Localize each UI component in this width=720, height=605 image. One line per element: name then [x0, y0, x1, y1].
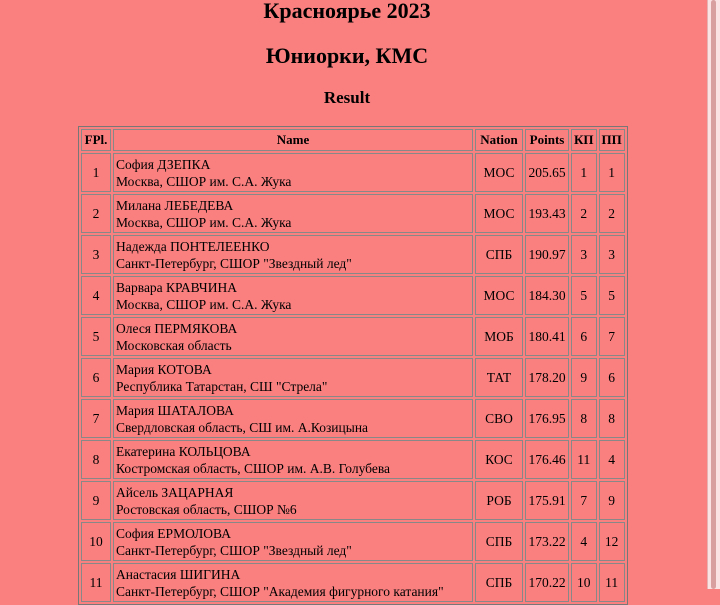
free-program-place-cell: 3 — [599, 235, 625, 274]
skater-name: Варвара КРАВЧИНА — [116, 279, 237, 295]
points-cell: 178.20 — [525, 358, 569, 397]
points-cell: 180.41 — [525, 317, 569, 356]
skater-club: Свердловская область, СШ им. А.Козицына — [116, 419, 369, 435]
short-program-place-cell: 1 — [571, 153, 597, 192]
free-program-place-cell: 11 — [599, 563, 625, 602]
points-cell: 176.95 — [525, 399, 569, 438]
name-cell — [113, 440, 473, 479]
skater-name: Анастасия ШИГИНА — [116, 566, 241, 582]
nation-cell: МОС — [475, 153, 523, 192]
category-title: Юниорки, КМС — [265, 43, 429, 68]
free-program-place-cell: 7 — [599, 317, 625, 356]
skater-club: Санкт-Петербург, СШОР "Звездный лед" — [116, 255, 352, 271]
free-program-place-cell: 5 — [599, 276, 625, 315]
skater-name: Мария ШАТАЛОВА — [116, 402, 234, 418]
table-row — [81, 481, 625, 520]
table-row — [81, 235, 625, 274]
name-cell — [113, 399, 473, 438]
place-cell: 7 — [81, 399, 111, 438]
place-cell: 2 — [81, 194, 111, 233]
skater-name: Надежда ПОНТЕЛЕЕНКО — [116, 238, 270, 254]
short-program-place-cell: 11 — [571, 440, 597, 479]
column-header-fpl: FPl. — [81, 129, 111, 151]
place-cell: 1 — [81, 153, 111, 192]
skater-club: Костромская область, СШОР им. А.В. Голубева — [116, 460, 391, 476]
place-cell: 9 — [81, 481, 111, 520]
place-cell: 4 — [81, 276, 111, 315]
skater-club: Москва, СШОР им. С.А. Жука — [116, 214, 292, 230]
place-cell: 11 — [81, 563, 111, 602]
name-cell — [113, 317, 473, 356]
nation-cell: МОБ — [475, 317, 523, 356]
free-program-place-cell: 9 — [599, 481, 625, 520]
points-cell: 190.97 — [525, 235, 569, 274]
nation-cell: СПБ — [475, 563, 523, 602]
table-row — [81, 399, 625, 438]
skater-name: Мария КОТОВА — [116, 361, 212, 377]
header-row — [81, 129, 625, 151]
table-row — [81, 563, 625, 602]
table-row — [81, 522, 625, 561]
free-program-place-cell: 6 — [599, 358, 625, 397]
section-title: Result — [323, 88, 371, 107]
name-cell — [113, 194, 473, 233]
free-program-place-cell: 1 — [599, 153, 625, 192]
column-header-kp: КП — [571, 129, 597, 151]
table-row — [81, 358, 625, 397]
skater-name: Олеся ПЕРМЯКОВА — [116, 320, 238, 336]
points-cell: 175.91 — [525, 481, 569, 520]
name-cell — [113, 481, 473, 520]
name-cell — [113, 276, 473, 315]
skater-name: Айсель ЗАЦАРНАЯ — [116, 484, 234, 500]
event-title: Красноярье 2023 — [263, 0, 431, 23]
skater-name: Екатерина КОЛЬЦОВА — [116, 443, 251, 459]
column-header-points: Points — [525, 129, 569, 151]
name-cell — [113, 563, 473, 602]
points-cell: 205.65 — [525, 153, 569, 192]
name-cell — [113, 235, 473, 274]
skater-club: Республика Татарстан, СШ "Стрела" — [116, 378, 328, 394]
place-cell: 8 — [81, 440, 111, 479]
short-program-place-cell: 4 — [571, 522, 597, 561]
table-row — [81, 317, 625, 356]
short-program-place-cell: 9 — [571, 358, 597, 397]
table-row — [81, 276, 625, 315]
free-program-place-cell: 2 — [599, 194, 625, 233]
place-cell: 3 — [81, 235, 111, 274]
skater-club: Ростовская область, СШОР №6 — [116, 501, 297, 517]
short-program-place-cell: 3 — [571, 235, 597, 274]
table-row — [81, 440, 625, 479]
skater-name: Милана ЛЕБЕДЕВА — [116, 197, 234, 213]
skater-name: София ДЗЕПКА — [116, 156, 211, 172]
free-program-place-cell: 4 — [599, 440, 625, 479]
nation-cell: СВО — [475, 399, 523, 438]
short-program-place-cell: 2 — [571, 194, 597, 233]
short-program-place-cell: 8 — [571, 399, 597, 438]
skater-club: Московская область — [116, 337, 232, 353]
short-program-place-cell: 5 — [571, 276, 597, 315]
free-program-place-cell: 8 — [599, 399, 625, 438]
name-cell — [113, 522, 473, 561]
points-cell: 173.22 — [525, 522, 569, 561]
table-row — [81, 194, 625, 233]
points-cell: 184.30 — [525, 276, 569, 315]
table-row — [81, 153, 625, 192]
column-header-pp: ПП — [599, 129, 625, 151]
skater-club: Москва, СШОР им. С.А. Жука — [116, 173, 292, 189]
nation-cell: ТАТ — [475, 358, 523, 397]
place-cell: 10 — [81, 522, 111, 561]
place-cell: 5 — [81, 317, 111, 356]
column-header-name: Name — [113, 129, 473, 151]
place-cell: 6 — [81, 358, 111, 397]
name-cell — [113, 358, 473, 397]
column-header-nation: Nation — [475, 129, 523, 151]
nation-cell: СПБ — [475, 235, 523, 274]
skater-name: София ЕРМОЛОВА — [116, 525, 231, 541]
results-body — [81, 153, 625, 602]
nation-cell: СПБ — [475, 522, 523, 561]
scrollbar[interactable] — [707, 0, 720, 589]
nation-cell: МОС — [475, 194, 523, 233]
short-program-place-cell: 10 — [571, 563, 597, 602]
short-program-place-cell: 7 — [571, 481, 597, 520]
nation-cell: КОС — [475, 440, 523, 479]
results-table — [78, 126, 628, 605]
scrollbar-thumb[interactable] — [711, 0, 716, 589]
short-program-place-cell: 6 — [571, 317, 597, 356]
points-cell: 193.43 — [525, 194, 569, 233]
skater-club: Санкт-Петербург, СШОР "Звездный лед" — [116, 542, 352, 558]
nation-cell: РОБ — [475, 481, 523, 520]
free-program-place-cell: 12 — [599, 522, 625, 561]
skater-club: Санкт-Петербург, СШОР "Академия фигурного катания" — [116, 583, 444, 599]
name-cell — [113, 153, 473, 192]
points-cell: 176.46 — [525, 440, 569, 479]
skater-club: Москва, СШОР им. С.А. Жука — [116, 296, 292, 312]
points-cell: 170.22 — [525, 563, 569, 602]
nation-cell: МОС — [475, 276, 523, 315]
